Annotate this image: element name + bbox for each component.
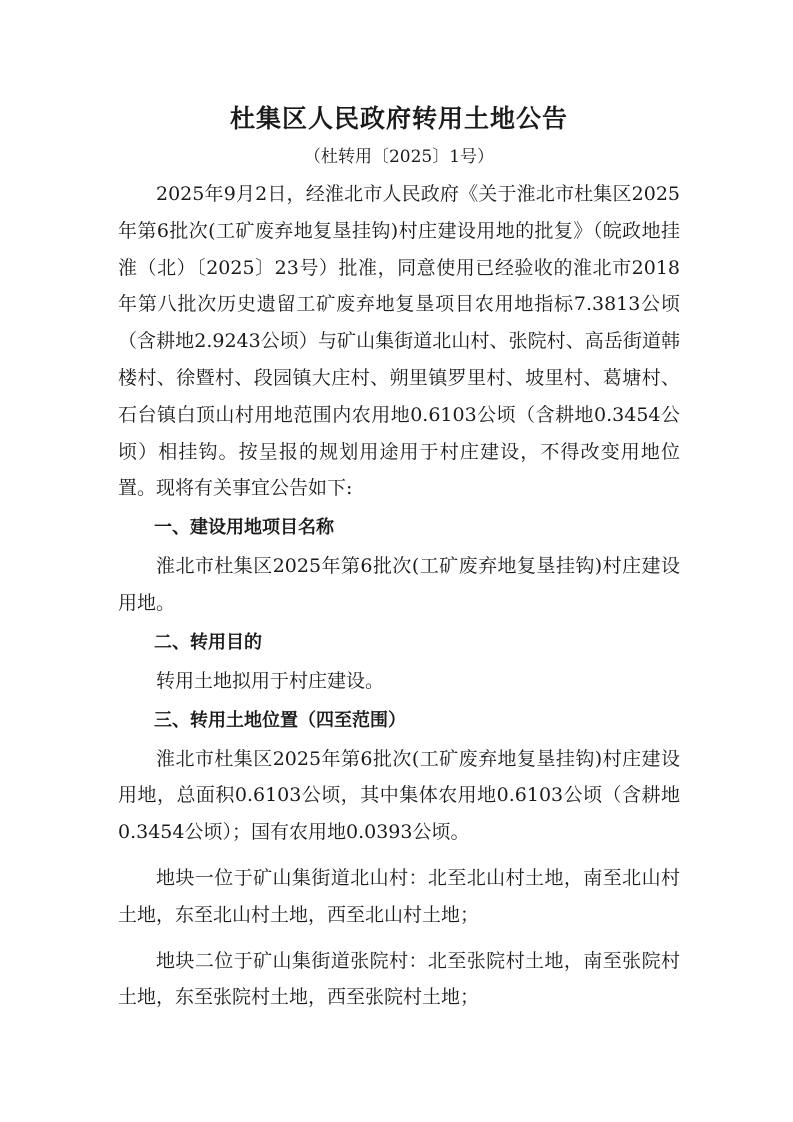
section3-heading: 三、转用土地位置（四至范围） — [154, 709, 406, 731]
section2-body: 转用土地拟用于村庄建设。 — [156, 669, 385, 692]
parcel1-paragraph: 地块一位于矿山集街道北山村：北至北山村土地，南至北山村土地，东至北山村土地，西至北山村土地； — [118, 866, 680, 926]
parcel2-paragraph: 地块二位于矿山集街道张院村：北至张院村土地，南至张院村土地，东至张院村土地，西至张院村土地； — [118, 949, 680, 1009]
document-page — [118, 100, 680, 1016]
document-number: （杜转用〔2025〕1号） — [303, 147, 495, 167]
section1-body: 淮北市杜集区2025年第6批次(工矿废弃地复垦挂钩)村庄建设用地。 — [118, 555, 680, 614]
section1-heading: 一、建设用地项目名称 — [154, 517, 334, 539]
intro-paragraph: 2025年9月2日，经淮北市人民政府《关于淮北市杜集区2025年第6批次(工矿废弃地复垦挂钩)村庄建设用地的批复》（皖政地挂淮（北）〔2025〕23号）批准，同意使用已经验收的淮北市2018年第八批次历史遗留工矿废弃地复垦项目农用地指标7.3813公顷（含耕地2.9243公顷）与矿山集街道北山村、张院村、高岳街道韩楼村、徐暨村、段园镇大庄村、朔里镇罗里村、坡里村、葛塘村、石台镇白顶山村用地范围内农用地0.6103公顷（含耕地0.3454公顷）相挂钩。按呈报的规划用途用于村庄建设，不得改变用地位置。现将有关事宜公告如下: — [118, 183, 680, 500]
document-title: 杜集区人民政府转用土地公告 — [229, 104, 568, 133]
section2-heading: 二、转用目的 — [154, 631, 262, 653]
section3-body: 淮北市杜集区2025年第6批次(工矿废弃地复垦挂钩)村庄建设用地，总面积0.6103公顷，其中集体农用地0.6103公顷（含耕地0.3454公顷）；国有农用地0.0393公顷。 — [118, 747, 680, 844]
